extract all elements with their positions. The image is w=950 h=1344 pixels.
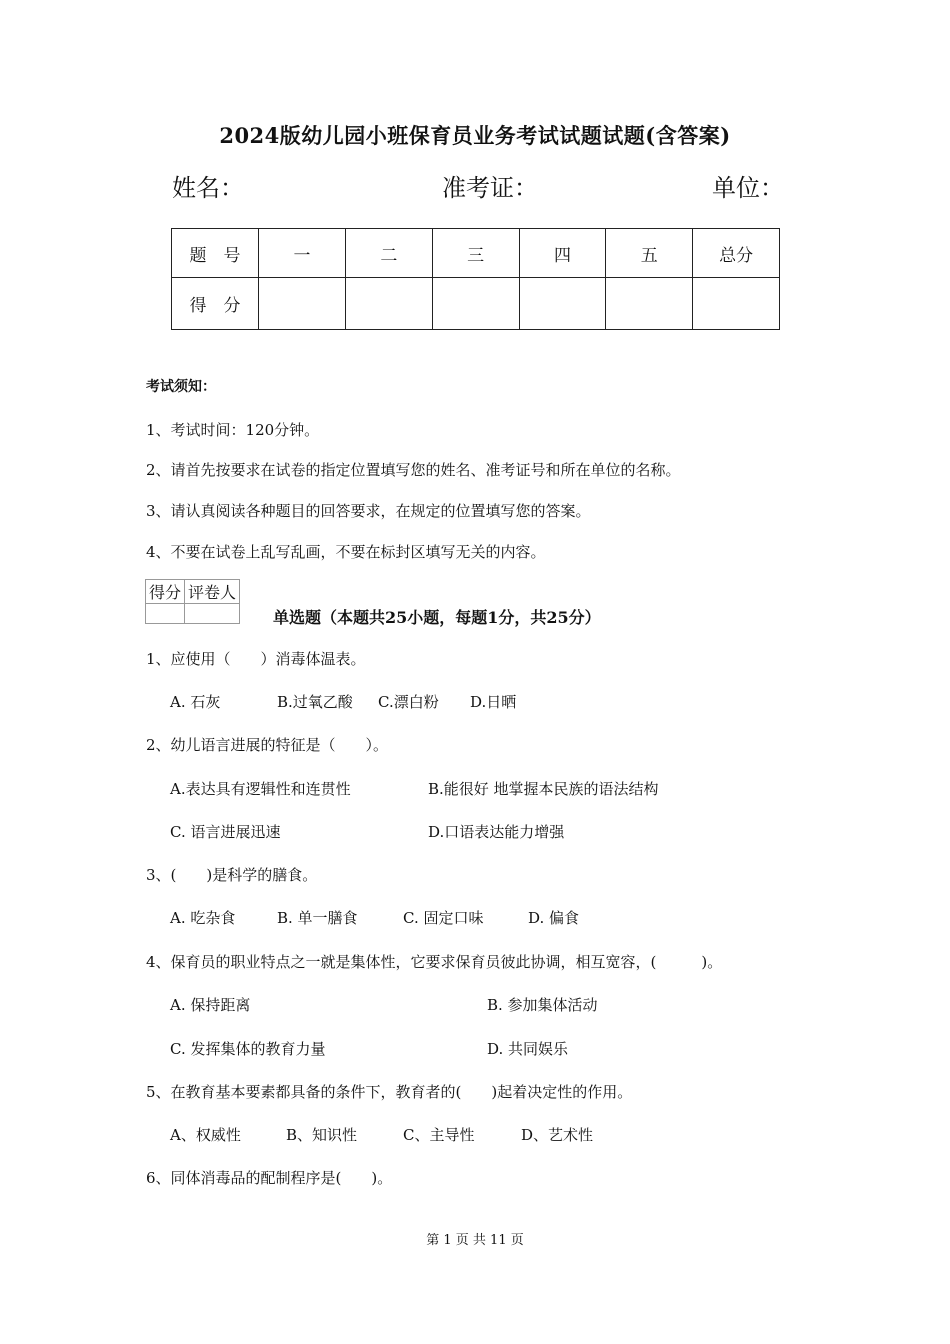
option: B. 单一膳食 [277, 909, 358, 927]
option: A、权威性 [170, 1126, 241, 1144]
document-title: 2024版幼儿园小班保育员业务考试试题试题(含答案) [219, 123, 731, 148]
score-cell[interactable] [432, 278, 519, 330]
option: B、知识性 [286, 1126, 358, 1144]
note-item: 4、不要在试卷上乱写乱画，不要在标封区填写无关的内容。 [146, 543, 546, 561]
option: D. 偏食 [528, 909, 580, 927]
unit-field-label: 单位： [712, 174, 784, 202]
option: C. 发挥集体的教育力量 [170, 1040, 326, 1058]
grader-score-label: 得分 [146, 580, 185, 604]
grader-reviewer-cell[interactable] [185, 604, 240, 624]
option: C、主导性 [403, 1126, 475, 1144]
option: A. 石灰 [170, 693, 221, 711]
option: A. 吃杂食 [170, 909, 236, 927]
question-stem: 1、应使用（ ）消毒体温表。 [146, 650, 366, 668]
score-table [171, 228, 780, 330]
grader-reviewer-label: 评卷人 [185, 580, 240, 604]
note-item: 1、考试时间：120分钟。 [146, 421, 320, 439]
score-cell[interactable] [519, 278, 606, 330]
question-stem: 4、保育员的职业特点之一就是集体性，它要求保育员彼此协调，相互宽容，( )。 [146, 953, 723, 971]
grader-score-cell[interactable] [146, 604, 185, 624]
option: B. 参加集体活动 [487, 996, 598, 1014]
note-item: 3、请认真阅读各种题目的回答要求，在规定的位置填写您的答案。 [146, 502, 591, 520]
option: C. 固定口味 [403, 909, 484, 927]
header-cell-5: 五 [606, 229, 693, 278]
option: B.能很好 地掌握本民族的语法结构 [428, 780, 659, 798]
exam-number-field-label: 准考证： [442, 174, 538, 202]
option: D.日晒 [470, 693, 517, 711]
option: A.表达具有逻辑性和连贯性 [170, 780, 351, 798]
score-cell[interactable] [606, 278, 693, 330]
score-cell[interactable] [693, 278, 780, 330]
header-cell-3: 三 [432, 229, 519, 278]
grader-box [145, 579, 240, 624]
option: C. 语言进展迅速 [170, 823, 281, 841]
header-cell-question-no: 题 号 [172, 229, 259, 278]
option: A. 保持距离 [170, 996, 251, 1014]
score-table-score-row [172, 278, 780, 330]
score-row-label: 得 分 [172, 278, 259, 330]
option: D. 共同娱乐 [487, 1040, 569, 1058]
option: D.口语表达能力增强 [428, 823, 565, 841]
question-stem: 2、幼儿语言进展的特征是（ ）。 [146, 736, 389, 754]
option: D、艺术性 [521, 1126, 594, 1144]
option: C.漂白粉 [378, 693, 439, 711]
note-item: 2、请首先按要求在试卷的指定位置填写您的姓名、准考证号和所在单位的名称。 [146, 461, 681, 479]
name-field-label: 姓名： [172, 174, 244, 202]
question-stem: 6、同体消毒品的配制程序是( )。 [146, 1169, 393, 1187]
header-cell-total: 总分 [693, 229, 780, 278]
score-cell[interactable] [345, 278, 432, 330]
score-table-header-row [172, 229, 780, 278]
header-cell-1: 一 [259, 229, 346, 278]
question-stem: 3、( )是科学的膳食。 [146, 866, 318, 884]
candidate-fields [172, 168, 784, 204]
score-cell[interactable] [259, 278, 346, 330]
page-footer: 第 1 页 共 11 页 [426, 1233, 524, 1248]
question-stem: 5、在教育基本要素都具备的条件下，教育者的( )起着决定性的作用。 [146, 1083, 633, 1101]
notes-heading: 考试须知： [146, 379, 216, 395]
header-cell-4: 四 [519, 229, 606, 278]
section-title: 单选题（本题共25小题，每题1分，共25分） [273, 608, 601, 627]
header-cell-2: 二 [345, 229, 432, 278]
option: B.过氧乙酸 [277, 693, 353, 711]
